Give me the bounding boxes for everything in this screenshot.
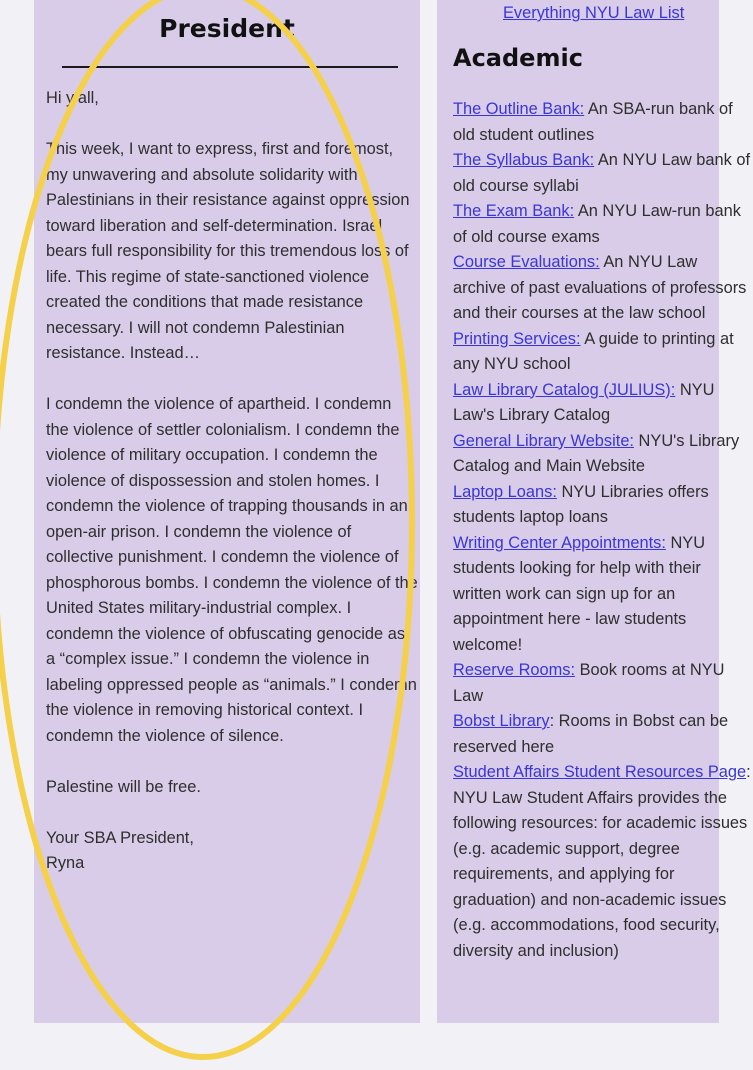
- resource-link[interactable]: General Library Website:: [453, 431, 634, 450]
- resource-item: [453, 327, 753, 378]
- section-title-academic: Academic: [453, 44, 583, 72]
- resource-description: An NYU Law bank of old course syllabi: [453, 151, 751, 195]
- resource-link[interactable]: Printing Services:: [453, 329, 581, 348]
- resource-item: [453, 429, 753, 480]
- letter-greeting: Hi y’all,: [46, 89, 99, 107]
- resource-item: [453, 250, 753, 327]
- resource-description: An NYU Law-run bank of old course exams: [453, 202, 741, 246]
- resource-item: [453, 658, 753, 709]
- resource-item: [453, 480, 753, 531]
- resource-description: NYU students looking for help with their written work can sign up for an appointment here - law students welcome!: [453, 533, 706, 654]
- letter-closing-line: Palestine will be free.: [46, 777, 201, 796]
- resource-item: [453, 709, 753, 760]
- resources-column: [437, 0, 751, 1023]
- resource-description: : Rooms in Bobst can be reserved here: [453, 712, 729, 756]
- resource-link[interactable]: Laptop Loans:: [453, 482, 557, 501]
- resource-link[interactable]: Bobst Library: [453, 712, 550, 730]
- resource-description: An SBA-run bank of old student outlines: [453, 100, 733, 144]
- resource-description: Book rooms at NYU Law: [453, 661, 725, 705]
- resource-link[interactable]: The Outline Bank:: [453, 100, 585, 118]
- section-title-president: President: [159, 14, 295, 43]
- resource-description: NYU Law's Library Catalog: [453, 380, 715, 424]
- resource-item: [453, 97, 753, 148]
- resource-item: [453, 148, 753, 199]
- resource-item: [453, 199, 753, 250]
- resource-description: A guide to printing at any NYU school: [453, 329, 734, 373]
- resource-description: An NYU Law archive of past evaluations of professors and their courses at the law school: [453, 253, 747, 322]
- resource-description: NYU Libraries offers students laptop loans: [453, 482, 709, 526]
- resource-link[interactable]: The Exam Bank:: [453, 202, 575, 220]
- resource-link[interactable]: Law Library Catalog (JULIUS):: [453, 380, 676, 399]
- resource-link[interactable]: Student Affairs Student Resources Page: [453, 763, 747, 781]
- letter-paragraph: This week, I want to express, first and foremost, my unwavering and absolute solidarity with Palestinians in their resistance against oppression toward liberation and self-determination. Israel bears full responsibility for this tremendous loss of life. This regime of state-sanctioned violence created the conditions that made resistance necessary. I will not condemn Palestinian resistance. Instead…: [46, 140, 410, 362]
- resource-link[interactable]: Course Evaluations:: [453, 253, 600, 271]
- resource-description: NYU's Library Catalog and Main Website: [453, 431, 740, 475]
- letter-signoff: Your SBA President,: [46, 828, 194, 847]
- resource-link[interactable]: Reserve Rooms:: [453, 661, 576, 679]
- letter-paragraph: I condemn the violence of apartheid. I condemn the violence of settler colonialism. I condemn the violence of military occupation. I condemn the violence of dispossession and stolen homes. I condemn the violence of trapping thousands in an open-air prison. I condemn the violence of collective punishment. I condemn the violence of phosphorous bombs. I condemn the violence of the United States military-industrial complex. I condemn the violence of obfuscating genocide as a “complex issue.” I condemn the violence in labeling oppressed people as “animals.” I condemn the violence in removing historical context. I condemn the violence of silence.: [46, 395, 418, 745]
- academic-resource-list: [453, 97, 753, 964]
- resource-item: [453, 378, 753, 429]
- title-divider: [62, 66, 398, 68]
- president-column: [34, 0, 420, 1023]
- everything-nyu-law-list-link[interactable]: Everything NYU Law List: [503, 4, 685, 22]
- letter-signature-name: Ryna: [46, 854, 85, 872]
- resource-item: [453, 760, 753, 964]
- resource-link[interactable]: Writing Center Appointments:: [453, 533, 666, 552]
- resource-link[interactable]: The Syllabus Bank:: [453, 151, 595, 169]
- president-letter: [46, 86, 418, 877]
- resource-item: [453, 531, 753, 659]
- resource-description: : NYU Law Student Affairs provides the following resources: for academic issues (e.g. academic support, degree requirements, and applying for graduation) and non-academic issues (e.g. accommodations, food security, diversity and inclusion): [453, 763, 751, 960]
